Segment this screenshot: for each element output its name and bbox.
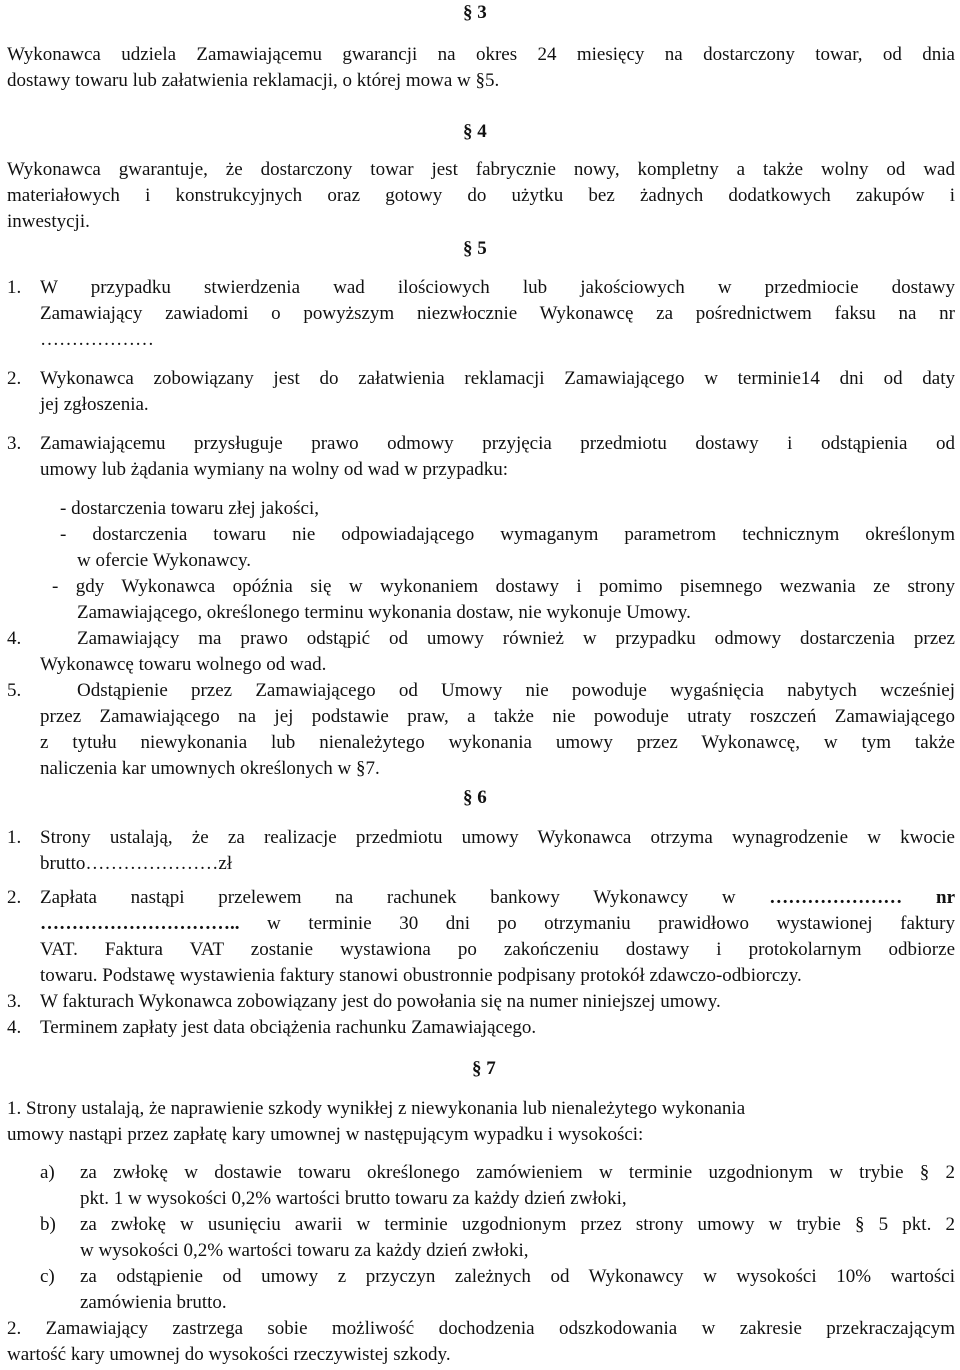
section-4-text-line: Wykonawca gwarantuje, że dostarczony towar jest fabrycznie nowy, kompletny a także wolny od wad xyxy=(7,159,955,180)
section-5-item-1-line: Zamawiający zawiadomi o powyższym niezwłocznie Wykonawcę za pośrednictwem faksu na nr xyxy=(40,303,955,324)
section-5-item-4-line: Zamawiający ma prawo odstąpić od umowy również w przypadku odmowy dostarczenia przez xyxy=(77,628,955,649)
section-5-item-4-line: Wykonawcę towaru wolnego od wad. xyxy=(40,654,327,675)
penalty-item-c-line: za odstąpienie od umowy z przyczyn zależnych od Wykonawcy w wysokości 10% wartości xyxy=(80,1266,955,1287)
section-7-item-2-line: 2. Zamawiający zastrzega sobie możliwość dochodzenia odszkodowania w zakresie przekraczającym xyxy=(7,1318,955,1339)
section-5-heading: § 5 xyxy=(463,238,487,259)
section-6-item-2-line xyxy=(40,911,955,937)
section-5-item-number: 3. xyxy=(7,433,22,454)
section-6-item-4-line: Terminem zapłaty jest data obciążenia rachunku Zamawiającego. xyxy=(40,1017,537,1038)
section-7-intro-line: 1. Strony ustalają, że naprawienie szkody wynikłej z niewykonania lub nienależytego wykonania xyxy=(7,1098,746,1119)
section-5-item-number: 1. xyxy=(7,277,22,298)
bullet-item: - gdy Wykonawca opóźnia się w wykonaniem dostawy i pomimo pisemnego wezwania ze strony xyxy=(52,576,955,597)
penalty-item-label: b) xyxy=(40,1214,56,1235)
section-7-item-2-line: wartość kary umownej do wysokości rzeczywistej szkody. xyxy=(7,1344,451,1365)
penalty-item-label: a) xyxy=(40,1162,55,1183)
penalty-item-a-line: za zwłokę w dostawie towaru określonego zamówieniem w terminie uzgodnionym w trybie § 2 xyxy=(80,1162,955,1183)
penalty-item-label: c) xyxy=(40,1266,55,1287)
section-7-heading: § 7 xyxy=(472,1058,496,1079)
bullet-item: - dostarczenia towaru nie odpowiadającego wymaganym parametrom technicznym określonym xyxy=(60,524,955,545)
section-3-text-line: dostawy towaru lub załatwienia reklamacji, o której mowa w §5. xyxy=(7,70,500,91)
section-5-item-5-line: naliczenia kar umownych określonych w §7. xyxy=(40,758,380,779)
section-7-intro-line: umowy nastąpi przez zapłatę kary umownej w następującym wypadku i wysokości: xyxy=(7,1124,644,1145)
section-5-item-3-line: Zamawiającemu przysługuje prawo odmowy przyjęcia przedmiotu dostawy i odstąpienia od xyxy=(40,433,955,454)
section-5-item-5-line: Odstąpienie przez Zamawiającego od Umowy nie powoduje wygaśnięcia nabytych wcześniej xyxy=(77,680,955,701)
section-5-item-5-line: przez Zamawiającego na jej podstawie praw, a także nie powoduje utraty roszczeń Zamawiającego xyxy=(40,706,955,727)
section-6-item-2-line xyxy=(40,885,955,911)
section-6-item-number: 1. xyxy=(7,827,22,848)
penalty-item-b-line: za zwłokę w usunięciu awarii w terminie uzgodnionym przez strony umowy w trybie § 5 pkt. 2 xyxy=(80,1214,955,1235)
fax-number-placeholder: ……………… xyxy=(40,329,154,350)
penalty-item-b-line: w wysokości 0,2% wartości towaru za każdy dzień zwłoki, xyxy=(80,1240,529,1261)
section-5-item-1-line: W przypadku stwierdzenia wad ilościowych lub jakościowych w przedmiocie dostawy xyxy=(40,277,955,298)
text-run: Zapłata nastąpi przelewem na rachunek bankowy Wykonawcy w xyxy=(40,887,770,908)
section-4-heading: § 4 xyxy=(463,121,487,142)
section-6-item-2-line: VAT. Faktura VAT zostanie wystawiona po zakończeniu dostawy i protokolarnym odbiorze xyxy=(40,939,955,960)
section-3-text-line: Wykonawca udziela Zamawiającemu gwarancji na okres 24 miesięcy na dostarczony towar, od dnia xyxy=(7,44,955,65)
section-6-item-2-line: towaru. Podstawę wystawienia faktury stanowi obustronnie podpisany protokół zdawczo-odbiorczy. xyxy=(40,965,802,986)
section-5-item-number: 2. xyxy=(7,368,22,389)
section-6-item-number: 3. xyxy=(7,991,22,1012)
section-4-text-line: materiałowych i konstrukcyjnych oraz gotowy do użytku bez żadnych dodatkowych zakupów i xyxy=(7,185,955,206)
section-6-item-number: 2. xyxy=(7,887,22,908)
section-5-item-2-line: jej zgłoszenia. xyxy=(40,394,149,415)
bullet-item-continuation: Zamawiającego, określonego terminu wykonania dostaw, nie wykonuje Umowy. xyxy=(77,602,691,623)
section-5-item-5-line: z tytułu niewykonania lub nienależytego wykonania umowy przez Wykonawcę, w tym także xyxy=(40,732,955,753)
section-5-item-number: 4. xyxy=(7,628,22,649)
bank-name-placeholder: ………………… nr xyxy=(769,887,956,908)
penalty-item-c-line: zamówienia brutto. xyxy=(80,1292,227,1313)
section-5-item-number: 5. xyxy=(7,680,22,701)
account-number-placeholder: ………………………….. xyxy=(40,913,240,934)
penalty-item-a-line: pkt. 1 w wysokości 0,2% wartości brutto towaru za każdy dzień zwłoki, xyxy=(80,1188,627,1209)
text-run: w terminie 30 dni po otrzymaniu prawidłowo wystawionej faktury xyxy=(239,913,955,934)
section-5-item-3-line: umowy lub żądania wymiany na wolny od wad w przypadku: xyxy=(40,459,509,480)
section-6-heading: § 6 xyxy=(463,787,487,808)
section-6-item-number: 4. xyxy=(7,1017,22,1038)
bullet-item-continuation: w ofercie Wykonawcy. xyxy=(77,550,252,571)
amount-placeholder: brutto…………………zł xyxy=(40,853,233,874)
section-6-item-1-line: Strony ustalają, że za realizacje przedmiotu umowy Wykonawca otrzyma wynagrodzenie w kwocie xyxy=(40,827,955,848)
section-5-item-2-line: Wykonawca zobowiązany jest do załatwienia reklamacji Zamawiającego w terminie14 dni od daty xyxy=(40,368,955,389)
bullet-item: - dostarczenia towaru złej jakości, xyxy=(60,498,320,519)
section-6-item-3-line: W fakturach Wykonawca zobowiązany jest do powołania się na numer niniejszej umowy. xyxy=(40,991,721,1012)
section-4-text-line: inwestycji. xyxy=(7,211,90,232)
section-3-heading: § 3 xyxy=(463,2,487,23)
